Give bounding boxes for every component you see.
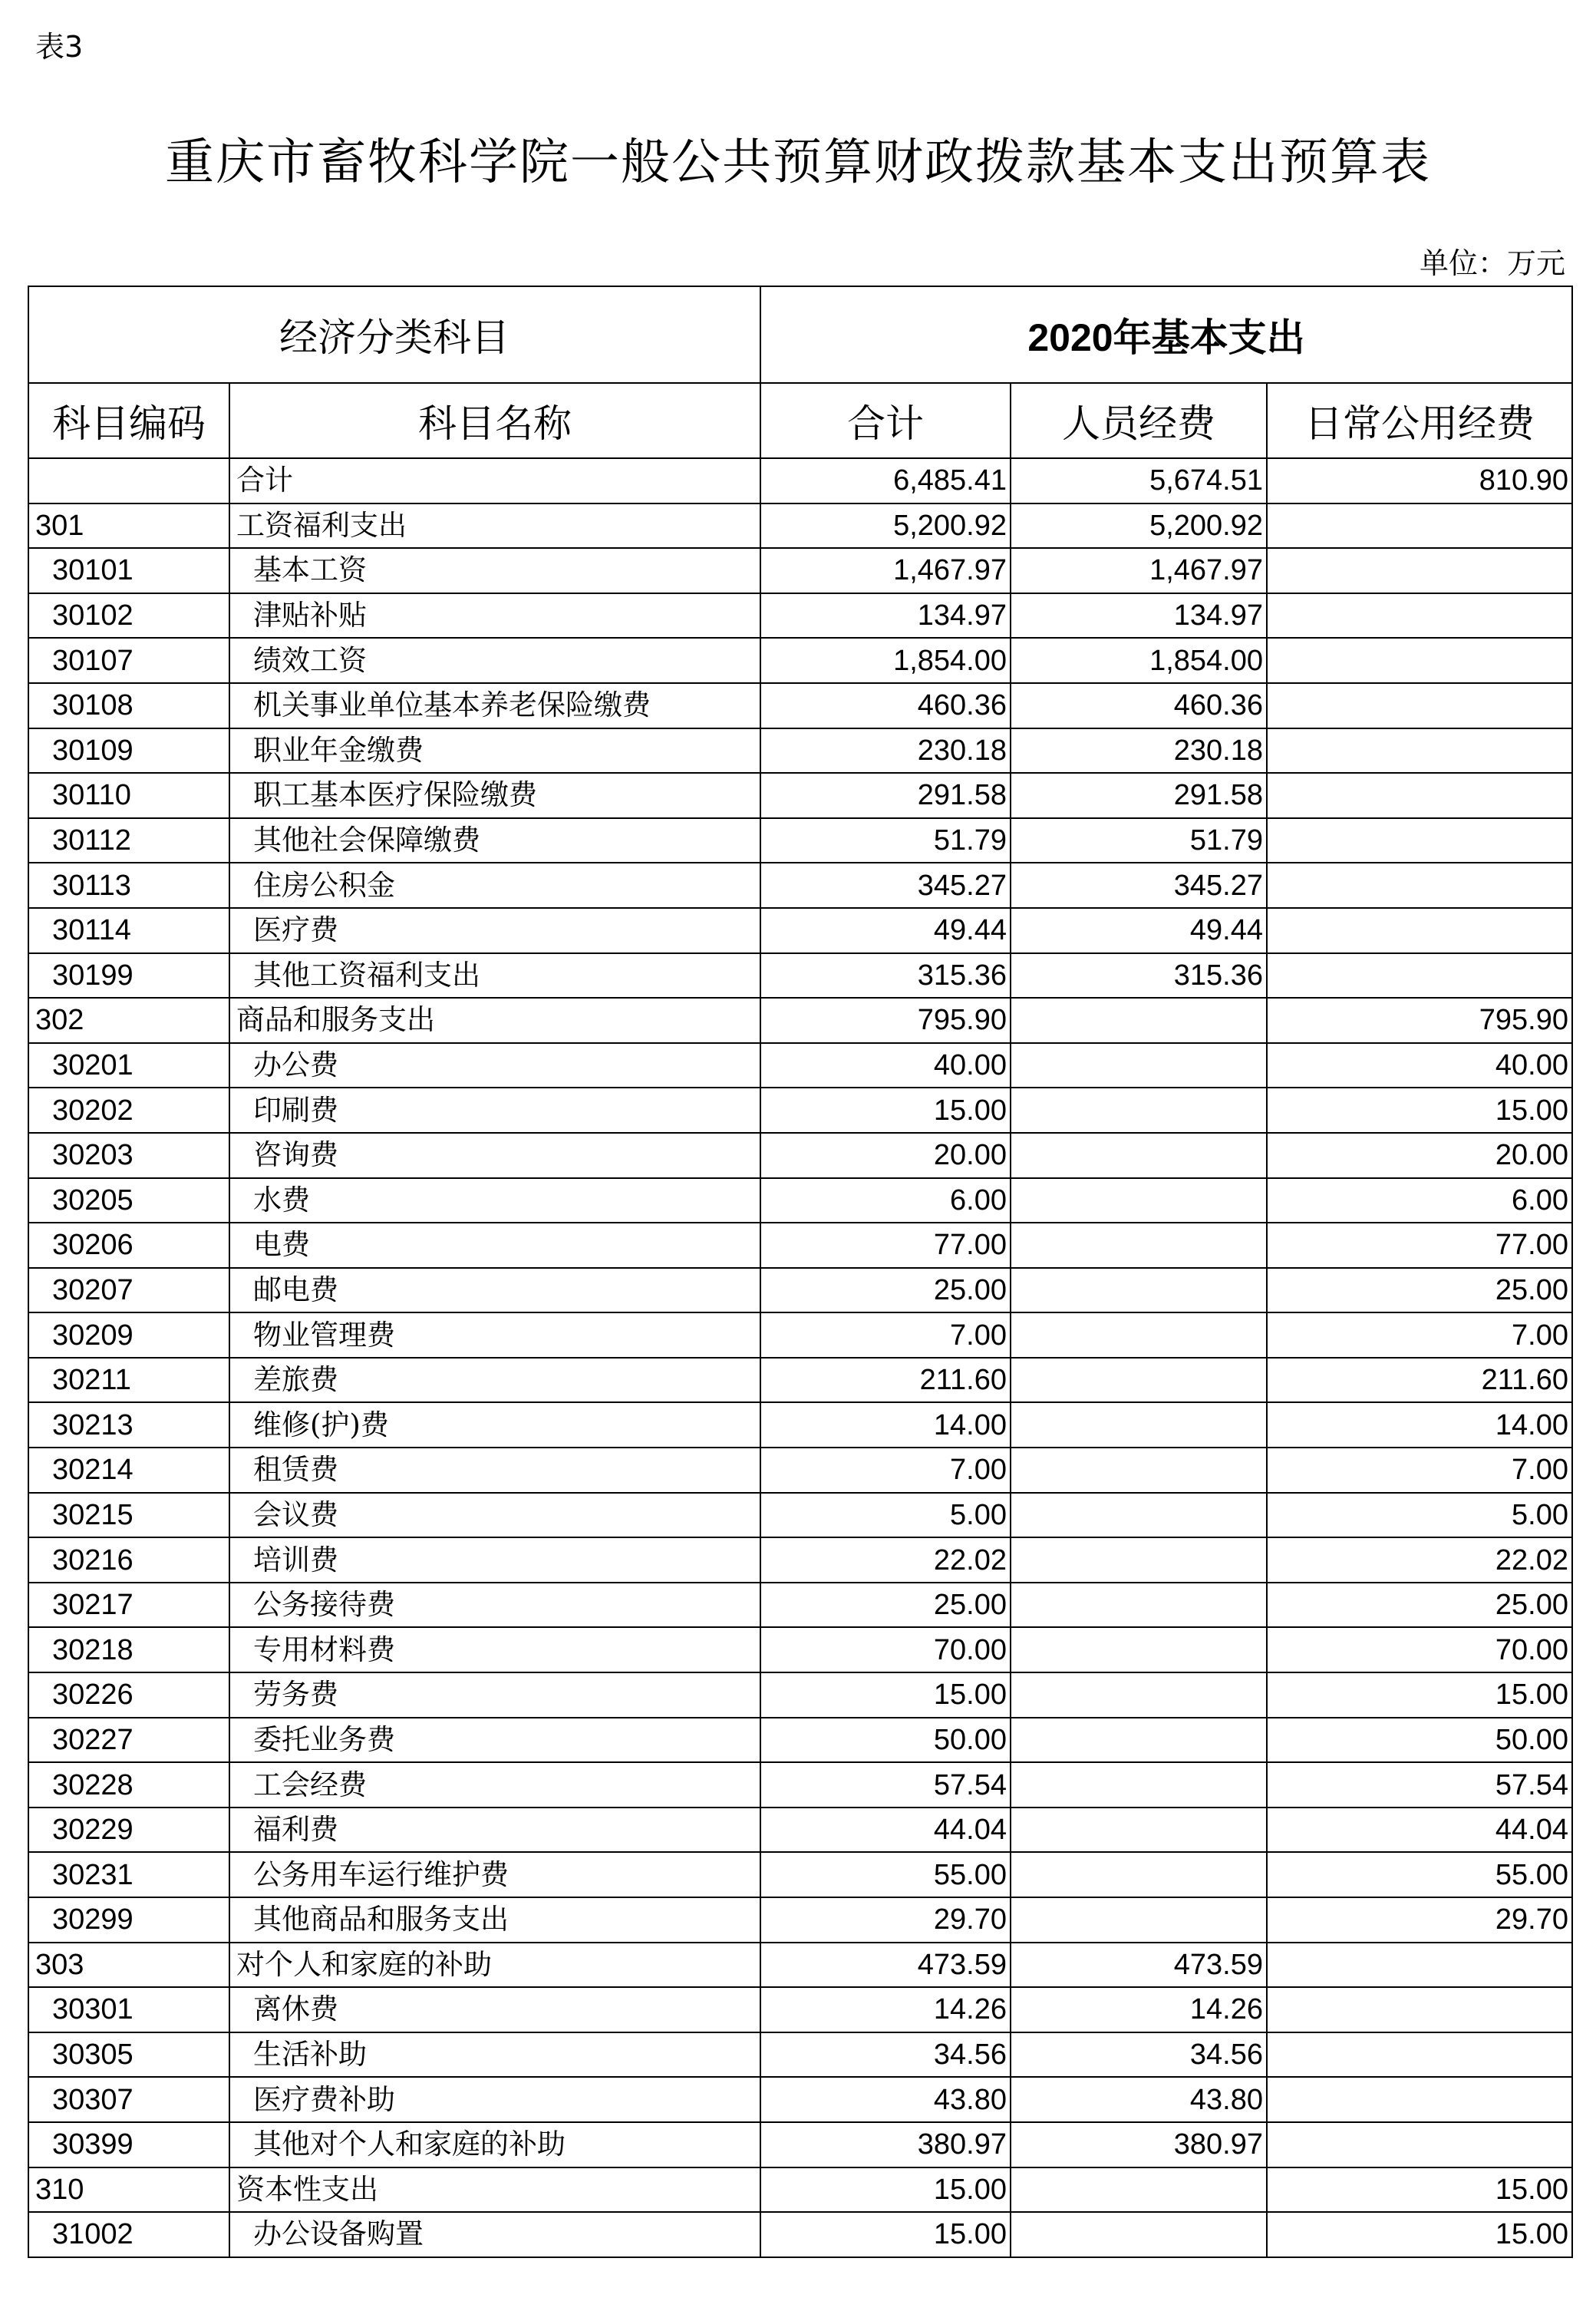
cell-total: 134.97 (760, 593, 1011, 639)
cell-personnel: 291.58 (1011, 773, 1267, 818)
cell-public (1267, 863, 1572, 908)
cell-name: 工会经费 (229, 1762, 760, 1808)
cell-code: 30213 (28, 1402, 229, 1448)
column-header-code: 科目编码 (28, 383, 229, 458)
table-row (28, 1402, 1572, 1448)
cell-name: 机关事业单位基本养老保险缴费 (229, 683, 760, 728)
cell-total: 25.00 (760, 1268, 1011, 1313)
table-row (28, 503, 1572, 549)
table-row (28, 638, 1572, 683)
table-row (28, 593, 1572, 639)
cell-name: 职业年金缴费 (229, 728, 760, 774)
cell-public (1267, 1987, 1572, 2032)
cell-public: 15.00 (1267, 1672, 1572, 1718)
cell-name: 印刷费 (229, 1088, 760, 1133)
cell-total: 211.60 (760, 1358, 1011, 1403)
table-row (28, 908, 1572, 953)
cell-code: 301 (28, 503, 229, 549)
cell-code (28, 458, 229, 503)
cell-code: 30218 (28, 1627, 229, 1672)
cell-total: 22.02 (760, 1537, 1011, 1583)
cell-public: 211.60 (1267, 1358, 1572, 1403)
cell-personnel: 460.36 (1011, 683, 1267, 728)
cell-public: 55.00 (1267, 1852, 1572, 1897)
cell-name: 离休费 (229, 1987, 760, 2032)
cell-public (1267, 638, 1572, 683)
cell-name: 其他工资福利支出 (229, 953, 760, 999)
cell-public: 29.70 (1267, 1897, 1572, 1943)
cell-name: 水费 (229, 1178, 760, 1223)
cell-code: 303 (28, 1943, 229, 1988)
cell-total: 40.00 (760, 1043, 1011, 1088)
cell-name: 邮电费 (229, 1268, 760, 1313)
cell-public (1267, 503, 1572, 549)
cell-name: 其他社会保障缴费 (229, 818, 760, 863)
cell-public: 25.00 (1267, 1583, 1572, 1628)
cell-code: 30216 (28, 1537, 229, 1583)
table-row (28, 1223, 1572, 1268)
cell-total: 43.80 (760, 2077, 1011, 2122)
cell-name: 资本性支出 (229, 2167, 760, 2213)
cell-name: 基本工资 (229, 548, 760, 593)
cell-public: 7.00 (1267, 1448, 1572, 1493)
cell-code: 30203 (28, 1133, 229, 1178)
table-row (28, 683, 1572, 728)
cell-public: 6.00 (1267, 1178, 1572, 1223)
cell-name: 办公费 (229, 1043, 760, 1088)
cell-personnel: 5,674.51 (1011, 458, 1267, 503)
cell-name: 工资福利支出 (229, 503, 760, 549)
cell-personnel (1011, 1718, 1267, 1763)
table-row (28, 1583, 1572, 1628)
table-row (28, 1762, 1572, 1808)
cell-name: 专用材料费 (229, 1627, 760, 1672)
cell-code: 30113 (28, 863, 229, 908)
table-row (28, 773, 1572, 818)
cell-total: 6.00 (760, 1178, 1011, 1223)
cell-total: 291.58 (760, 773, 1011, 818)
cell-code: 310 (28, 2167, 229, 2213)
cell-code: 30231 (28, 1852, 229, 1897)
cell-personnel: 134.97 (1011, 593, 1267, 639)
cell-personnel (1011, 1223, 1267, 1268)
table-row (28, 1987, 1572, 2032)
table-row (28, 1537, 1572, 1583)
budget-table (28, 286, 1573, 2258)
cell-name: 委托业务费 (229, 1718, 760, 1763)
cell-public (1267, 2032, 1572, 2078)
cell-name: 公务接待费 (229, 1583, 760, 1628)
cell-public (1267, 728, 1572, 774)
cell-public: 25.00 (1267, 1268, 1572, 1313)
cell-personnel (1011, 1448, 1267, 1493)
unit-label: 单位：万元 (1419, 246, 1565, 280)
page-title: 重庆市畜牧科学院一般公共预算财政拨款基本支出预算表 (165, 134, 1431, 191)
cell-public: 14.00 (1267, 1402, 1572, 1448)
table-row (28, 1268, 1572, 1313)
cell-code: 30201 (28, 1043, 229, 1088)
table-row (28, 818, 1572, 863)
cell-total: 460.36 (760, 683, 1011, 728)
cell-public (1267, 683, 1572, 728)
cell-personnel: 43.80 (1011, 2077, 1267, 2122)
cell-code: 30299 (28, 1897, 229, 1943)
cell-total: 15.00 (760, 1672, 1011, 1718)
cell-public: 795.90 (1267, 998, 1572, 1043)
cell-code: 30114 (28, 908, 229, 953)
cell-name: 办公设备购置 (229, 2212, 760, 2257)
cell-public: 57.54 (1267, 1762, 1572, 1808)
cell-total: 6,485.41 (760, 458, 1011, 503)
table-row (28, 1627, 1572, 1672)
table-row (28, 1133, 1572, 1178)
table-row (28, 2122, 1572, 2167)
cell-code: 30217 (28, 1583, 229, 1628)
cell-name: 培训费 (229, 1537, 760, 1583)
column-header-public: 日常公用经费 (1267, 383, 1572, 458)
cell-public (1267, 2122, 1572, 2167)
cell-code: 30227 (28, 1718, 229, 1763)
cell-code: 30110 (28, 773, 229, 818)
cell-public: 77.00 (1267, 1223, 1572, 1268)
cell-public (1267, 593, 1572, 639)
cell-public (1267, 773, 1572, 818)
cell-name: 咨询费 (229, 1133, 760, 1178)
cell-name: 劳务费 (229, 1672, 760, 1718)
cell-personnel (1011, 1402, 1267, 1448)
cell-public: 810.90 (1267, 458, 1572, 503)
table-row (28, 1897, 1572, 1943)
cell-public: 70.00 (1267, 1627, 1572, 1672)
cell-total: 345.27 (760, 863, 1011, 908)
cell-personnel (1011, 1268, 1267, 1313)
cell-total: 315.36 (760, 953, 1011, 999)
cell-name: 绩效工资 (229, 638, 760, 683)
cell-code: 30215 (28, 1493, 229, 1538)
table-row (28, 728, 1572, 774)
cell-public: 15.00 (1267, 2167, 1572, 2213)
cell-personnel (1011, 1043, 1267, 1088)
table-row (28, 2167, 1572, 2213)
table-row (28, 1043, 1572, 1088)
cell-name: 商品和服务支出 (229, 998, 760, 1043)
table-row (28, 863, 1572, 908)
cell-name: 生活补助 (229, 2032, 760, 2078)
cell-total: 473.59 (760, 1943, 1011, 1988)
cell-name: 福利费 (229, 1808, 760, 1853)
cell-total: 380.97 (760, 2122, 1011, 2167)
cell-personnel (1011, 1627, 1267, 1672)
cell-public: 20.00 (1267, 1133, 1572, 1178)
table-row (28, 1672, 1572, 1718)
cell-name: 医疗费补助 (229, 2077, 760, 2122)
cell-personnel (1011, 1312, 1267, 1358)
cell-personnel: 473.59 (1011, 1943, 1267, 1988)
cell-code: 30205 (28, 1178, 229, 1223)
cell-total: 7.00 (760, 1312, 1011, 1358)
cell-total: 55.00 (760, 1852, 1011, 1897)
cell-name: 其他商品和服务支出 (229, 1897, 760, 1943)
cell-personnel: 34.56 (1011, 2032, 1267, 2078)
cell-personnel (1011, 1762, 1267, 1808)
cell-code: 31002 (28, 2212, 229, 2257)
cell-personnel: 380.97 (1011, 2122, 1267, 2167)
header-basic-expenditure: 2020年基本支出 (760, 286, 1572, 383)
cell-total: 50.00 (760, 1718, 1011, 1763)
cell-total: 14.00 (760, 1402, 1011, 1448)
cell-name: 公务用车运行维护费 (229, 1852, 760, 1897)
cell-public: 15.00 (1267, 2212, 1572, 2257)
table-row (28, 2077, 1572, 2122)
table-row (28, 1808, 1572, 1853)
cell-code: 30399 (28, 2122, 229, 2167)
cell-public (1267, 908, 1572, 953)
table-row (28, 548, 1572, 593)
table-row (28, 2212, 1572, 2257)
cell-public: 15.00 (1267, 1088, 1572, 1133)
cell-personnel (1011, 1852, 1267, 1897)
cell-personnel (1011, 1808, 1267, 1853)
table-number-label: 表3 (35, 30, 84, 64)
cell-public: 40.00 (1267, 1043, 1572, 1088)
cell-personnel (1011, 998, 1267, 1043)
cell-name: 住房公积金 (229, 863, 760, 908)
cell-public: 22.02 (1267, 1537, 1572, 1583)
cell-name: 物业管理费 (229, 1312, 760, 1358)
cell-public: 44.04 (1267, 1808, 1572, 1853)
cell-personnel: 49.44 (1011, 908, 1267, 953)
cell-total: 7.00 (760, 1448, 1011, 1493)
cell-name: 对个人和家庭的补助 (229, 1943, 760, 1988)
table-row (28, 1943, 1572, 1988)
cell-code: 30226 (28, 1672, 229, 1718)
cell-personnel (1011, 2212, 1267, 2257)
cell-personnel: 51.79 (1011, 818, 1267, 863)
cell-total: 5,200.92 (760, 503, 1011, 549)
cell-name: 租赁费 (229, 1448, 760, 1493)
cell-code: 30101 (28, 548, 229, 593)
cell-public: 50.00 (1267, 1718, 1572, 1763)
cell-public (1267, 548, 1572, 593)
table-row (28, 1852, 1572, 1897)
cell-code: 302 (28, 998, 229, 1043)
cell-code: 30202 (28, 1088, 229, 1133)
cell-name: 差旅费 (229, 1358, 760, 1403)
cell-personnel (1011, 1088, 1267, 1133)
table-row (28, 998, 1572, 1043)
cell-name: 医疗费 (229, 908, 760, 953)
cell-code: 30214 (28, 1448, 229, 1493)
cell-personnel (1011, 1537, 1267, 1583)
cell-total: 15.00 (760, 1088, 1011, 1133)
header-economic-category: 经济分类科目 (28, 286, 760, 383)
table-body (28, 458, 1572, 2257)
cell-code: 30107 (28, 638, 229, 683)
cell-personnel: 1,467.97 (1011, 548, 1267, 593)
cell-code: 30108 (28, 683, 229, 728)
cell-name: 合计 (229, 458, 760, 503)
cell-name: 职工基本医疗保险缴费 (229, 773, 760, 818)
cell-total: 29.70 (760, 1897, 1011, 1943)
cell-personnel (1011, 1358, 1267, 1403)
cell-name: 会议费 (229, 1493, 760, 1538)
cell-personnel (1011, 1672, 1267, 1718)
cell-total: 77.00 (760, 1223, 1011, 1268)
cell-total: 20.00 (760, 1133, 1011, 1178)
column-header-name: 科目名称 (229, 383, 760, 458)
cell-total: 57.54 (760, 1762, 1011, 1808)
cell-total: 795.90 (760, 998, 1011, 1043)
table-row (28, 1358, 1572, 1403)
table-row (28, 953, 1572, 999)
cell-public: 5.00 (1267, 1493, 1572, 1538)
cell-personnel (1011, 1133, 1267, 1178)
cell-total: 25.00 (760, 1583, 1011, 1628)
cell-personnel (1011, 1583, 1267, 1628)
cell-name: 电费 (229, 1223, 760, 1268)
cell-personnel (1011, 1897, 1267, 1943)
cell-public (1267, 1943, 1572, 1988)
cell-total: 49.44 (760, 908, 1011, 953)
cell-code: 30109 (28, 728, 229, 774)
table-row (28, 1448, 1572, 1493)
cell-personnel (1011, 1178, 1267, 1223)
cell-code: 30206 (28, 1223, 229, 1268)
cell-name: 维修(护)费 (229, 1402, 760, 1448)
column-header-total: 合计 (760, 383, 1011, 458)
cell-code: 30305 (28, 2032, 229, 2078)
cell-code: 30209 (28, 1312, 229, 1358)
cell-public: 7.00 (1267, 1312, 1572, 1358)
cell-total: 70.00 (760, 1627, 1011, 1672)
table-row (28, 2032, 1572, 2078)
cell-code: 30199 (28, 953, 229, 999)
table-row (28, 458, 1572, 503)
cell-total: 14.26 (760, 1987, 1011, 2032)
table-row (28, 1088, 1572, 1133)
cell-name: 其他对个人和家庭的补助 (229, 2122, 760, 2167)
cell-personnel: 14.26 (1011, 1987, 1267, 2032)
cell-code: 30229 (28, 1808, 229, 1853)
table-row (28, 1718, 1572, 1763)
cell-personnel: 5,200.92 (1011, 503, 1267, 549)
cell-total: 44.04 (760, 1808, 1011, 1853)
cell-name: 津贴补贴 (229, 593, 760, 639)
cell-public (1267, 953, 1572, 999)
cell-personnel: 230.18 (1011, 728, 1267, 774)
cell-total: 51.79 (760, 818, 1011, 863)
cell-total: 15.00 (760, 2212, 1011, 2257)
cell-total: 34.56 (760, 2032, 1011, 2078)
cell-total: 5.00 (760, 1493, 1011, 1538)
cell-code: 30301 (28, 1987, 229, 2032)
cell-personnel (1011, 2167, 1267, 2213)
cell-total: 15.00 (760, 2167, 1011, 2213)
cell-code: 30207 (28, 1268, 229, 1313)
cell-personnel: 1,854.00 (1011, 638, 1267, 683)
cell-public (1267, 2077, 1572, 2122)
cell-personnel (1011, 1493, 1267, 1538)
cell-code: 30112 (28, 818, 229, 863)
cell-personnel: 315.36 (1011, 953, 1267, 999)
cell-code: 30307 (28, 2077, 229, 2122)
cell-code: 30228 (28, 1762, 229, 1808)
cell-total: 1,467.97 (760, 548, 1011, 593)
cell-code: 30102 (28, 593, 229, 639)
cell-total: 230.18 (760, 728, 1011, 774)
column-header-personnel: 人员经费 (1011, 383, 1267, 458)
cell-personnel: 345.27 (1011, 863, 1267, 908)
table-row (28, 1312, 1572, 1358)
cell-total: 1,854.00 (760, 638, 1011, 683)
table-row (28, 1493, 1572, 1538)
cell-code: 30211 (28, 1358, 229, 1403)
cell-public (1267, 818, 1572, 863)
table-row (28, 1178, 1572, 1223)
